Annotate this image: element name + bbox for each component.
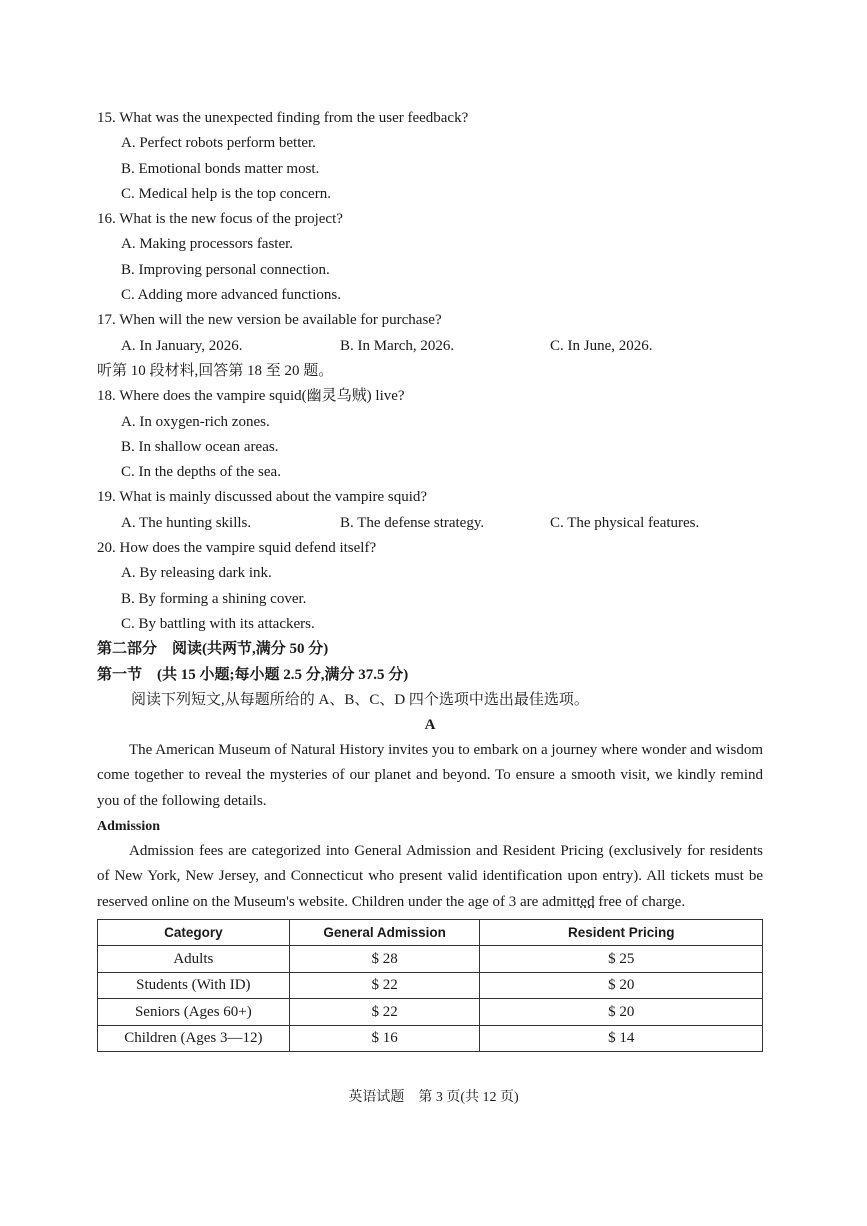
reading-instruction: 阅读下列短文,从每题所给的 A、B、C、D 四个选项中选出最佳选项。 (131, 691, 589, 708)
question-19 (97, 485, 763, 536)
section-one-title: 第一节 (共 15 小题;每小题 2.5 分,满分 37.5 分) (97, 666, 409, 683)
resident-price-cell: $ 20 (480, 999, 763, 1026)
listening-instruction: 听第 10 段材料,回答第 18 至 20 题。 (97, 362, 334, 379)
part-two-title: 第二部分 阅读(共两节,满分 50 分) (97, 641, 329, 658)
question-15 (97, 106, 763, 207)
option-a: A. By releasing dark ink. (121, 565, 272, 582)
passage-label: A (424, 717, 436, 734)
option-a: A. The hunting skills. (121, 514, 252, 531)
resident-price-cell: $ 25 (480, 946, 763, 973)
general-price-cell: $ 16 (289, 1025, 480, 1052)
option-b: B. The defense strategy. (340, 514, 485, 531)
table-row (98, 972, 763, 999)
admission-heading: Admission (97, 819, 161, 835)
category-cell: Adults (98, 946, 290, 973)
general-price-cell: $ 22 (289, 999, 480, 1026)
option-b: B. In shallow ocean areas. (121, 438, 279, 455)
table-row (98, 1025, 763, 1052)
option-c: C. In the depths of the sea. (121, 464, 281, 481)
question-20 (97, 536, 763, 637)
option-a: A. In January, 2026. (121, 337, 243, 354)
category-cell: Students (With ID) (98, 972, 290, 999)
question-stem: 19. What is mainly discussed about the vampire squid? (97, 489, 428, 506)
resident-price-cell: $ 20 (480, 972, 763, 999)
option-b: B. By forming a shining cover. (121, 590, 307, 607)
option-c: C. The physical features. (550, 514, 700, 531)
table-row (98, 946, 763, 973)
admission-text-start: Admission fees are categorized into General Admission and Resident Pricing (exclusively for residents of New York, New Jersey, and Connecticut who present valid identification upon entry). All tickets must be reserved online on the Museum's website. Children under the age of 3 are admitt (97, 843, 763, 910)
header-resident-pricing: Resident Pricing (480, 919, 763, 946)
option-b: B. In March, 2026. (340, 337, 455, 354)
admission-text-end: free of charge. (594, 893, 686, 910)
question-18 (97, 384, 763, 485)
question-stem: 18. Where does the vampire squid(幽灵乌贼) live? (97, 388, 405, 405)
question-17 (97, 308, 763, 359)
option-c: C. In June, 2026. (550, 337, 653, 354)
option-a: A. Perfect robots perform better. (121, 135, 316, 152)
question-16 (97, 207, 763, 308)
admission-fee-table (97, 919, 763, 1053)
header-general-admission: General Admission (289, 919, 480, 946)
option-b: B. Improving personal connection. (121, 261, 330, 278)
question-stem: 17. When will the new version be available for purchase? (97, 312, 442, 329)
resident-price-cell: $ 14 (480, 1025, 763, 1052)
question-stem: 20. How does the vampire squid defend itself? (97, 540, 377, 557)
question-stem: 15. What was the unexpected finding from the user feedback? (97, 110, 469, 126)
option-b: B. Emotional bonds matter most. (121, 160, 320, 177)
header-category: Category (98, 919, 290, 946)
option-c: C. Medical help is the top concern. (121, 185, 331, 202)
category-cell: Children (Ages 3—12) (98, 1025, 290, 1052)
option-row (97, 334, 763, 359)
page-content (97, 106, 763, 1052)
admission-text-dotted: ed (580, 893, 595, 910)
category-cell: Seniors (Ages 60+) (98, 999, 290, 1026)
general-price-cell: $ 28 (289, 946, 480, 973)
intro-paragraph: The American Museum of Natural History invites you to embark on a journey where wonder and wisdom come together to reveal the mysteries of our planet and beyond. To ensure a smooth visit, we kindly remind you of the following details. (97, 742, 764, 809)
general-price-cell: $ 22 (289, 972, 480, 999)
option-a: A. In oxygen-rich zones. (121, 413, 270, 430)
option-c: C. Adding more advanced functions. (121, 287, 341, 304)
option-c: C. By battling with its attackers. (121, 615, 315, 632)
option-row (97, 511, 763, 536)
table-row (98, 999, 763, 1026)
admission-paragraph (97, 839, 763, 915)
table-header-row (98, 919, 763, 946)
question-stem: 16. What is the new focus of the project? (97, 211, 343, 228)
option-a: A. Making processors faster. (121, 236, 294, 253)
page-footer: 英语试题 第 3 页(共 12 页) (348, 1090, 519, 1105)
